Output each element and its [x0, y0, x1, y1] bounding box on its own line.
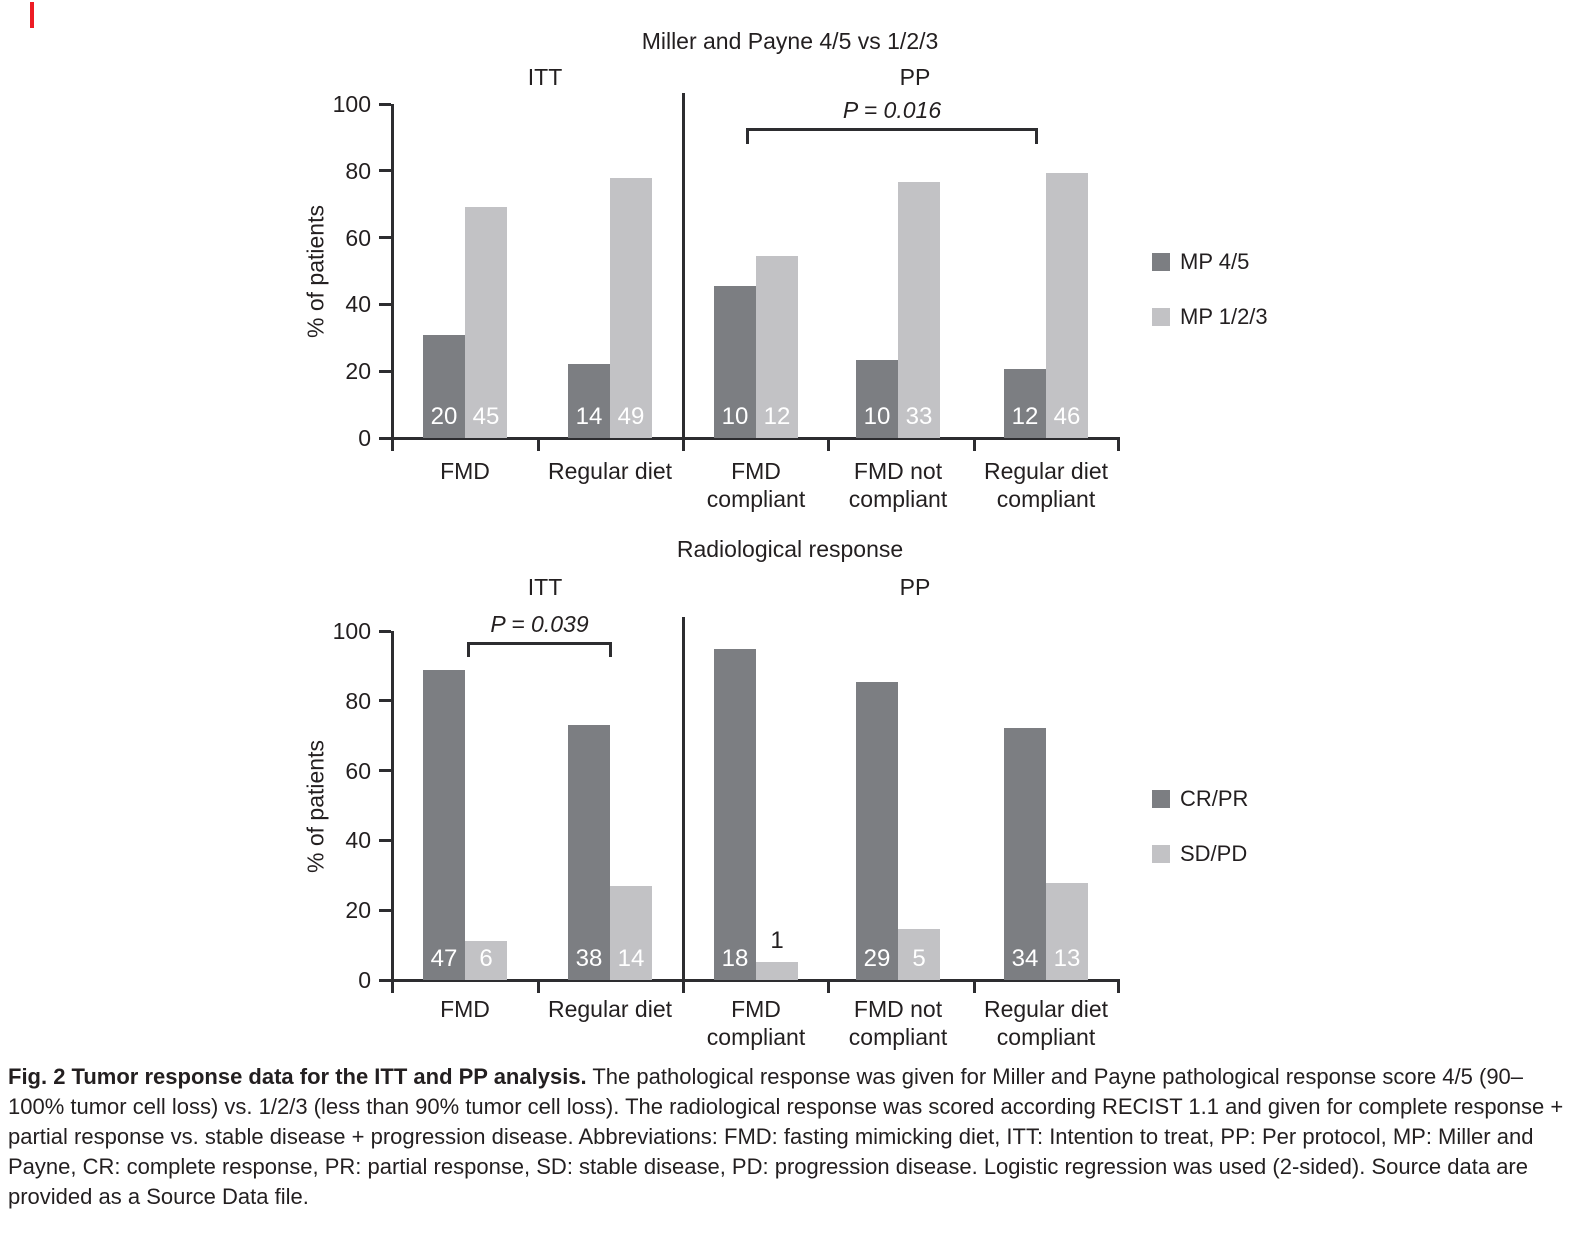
bar [1046, 173, 1088, 438]
y-axis-tick [379, 370, 391, 373]
y-axis-line [391, 631, 394, 993]
bar-count-label: 46 [1053, 403, 1081, 430]
y-tick-label: 60 [345, 224, 371, 251]
bar-count-label: 1 [770, 926, 784, 954]
bar [898, 182, 940, 438]
bar-count-label: 34 [1011, 945, 1039, 972]
caption-body: The pathological response was given for Miller and Payne pathological response score 4/5 (90–100% tumor cell loss) vs. 1/2/3 (less than 90% tumor cell loss). The radiological response was scored according RECIST 1.1 and given for complete response + partial response vs. stable disease + progression disease. Abbreviations: FMD: fasting mimicking diet, ITT: Intention to treat, PP: Per protocol, MP: Miller and Payne, CR: complete response, PR: partial response, SD: stable disease, PD: progression disease. Logistic regression was used (2-sided). Source data are provided as a Source Data file. [8, 1064, 1564, 1209]
legend-swatch-dark [1152, 790, 1170, 808]
y-tick-label: 100 [332, 91, 371, 117]
y-axis-tick [379, 699, 391, 702]
legend-swatch-light [1152, 308, 1170, 326]
panel-divider-line [682, 617, 685, 993]
bar-count-label: 14 [575, 403, 603, 430]
bar [568, 725, 610, 980]
bar-count-label: 13 [1053, 945, 1081, 972]
y-axis-tick [379, 769, 391, 772]
group-label: Regular diet [547, 458, 673, 484]
group-label: compliant [706, 486, 806, 512]
y-axis-tick [379, 909, 391, 912]
bar-count-label: 45 [472, 403, 500, 430]
x-axis-end-tick [1117, 980, 1120, 993]
bar-count-label: 18 [721, 945, 749, 972]
figure-caption [8, 1062, 1570, 1212]
y-axis-line [391, 104, 394, 451]
y-axis-tick [379, 103, 391, 106]
bar-count-label: 33 [905, 403, 933, 430]
panel-label-itt: ITT [527, 64, 563, 90]
group-label: Regular diet [983, 458, 1109, 484]
chart-title: Radiological response [676, 536, 904, 562]
panel-label-pp: PP [899, 64, 931, 90]
group-label: compliant [706, 1024, 806, 1050]
p-value-label: P = 0.039 [490, 611, 589, 637]
x-axis-tick [537, 438, 540, 451]
group-label: FMD [440, 996, 490, 1022]
bar-count-label: 12 [763, 403, 791, 430]
group-label: compliant [996, 486, 1096, 512]
y-axis-tick [379, 236, 391, 239]
p-bracket-top [467, 642, 612, 645]
caption-title: Fig. 2 Tumor response data for the ITT and PP analysis. [8, 1064, 587, 1089]
group-label: compliant [996, 1024, 1096, 1050]
y-axis-title: % of patients [302, 739, 329, 873]
y-axis-tick [379, 169, 391, 172]
x-axis-tick [973, 438, 976, 451]
p-bracket-right [1035, 128, 1038, 144]
legend-label: MP 4/5 [1180, 249, 1250, 274]
legend-label: CR/PR [1180, 786, 1249, 811]
bar-count-label: 49 [617, 403, 645, 430]
x-axis-tick [827, 438, 830, 451]
panel-label-pp: PP [899, 574, 931, 600]
legend-label: SD/PD [1180, 841, 1248, 866]
y-tick-label: 20 [345, 358, 371, 385]
y-tick-label: 80 [345, 687, 371, 714]
y-tick-label: 20 [345, 897, 371, 924]
y-axis-tick [379, 630, 391, 633]
x-axis-tick [537, 980, 540, 993]
p-bracket-top [746, 128, 1038, 131]
y-axis-tick [379, 839, 391, 842]
legend-swatch-dark [1152, 253, 1170, 271]
bar-count-label: 14 [617, 945, 645, 972]
y-axis-tick [379, 979, 391, 982]
y-tick-label: 0 [358, 967, 371, 993]
chart-title: Miller and Payne 4/5 vs 1/2/3 [641, 28, 939, 54]
x-axis-end-tick [1117, 438, 1120, 451]
p-bracket-left [467, 642, 470, 657]
group-label: compliant [848, 486, 948, 512]
group-label: Regular diet [983, 996, 1109, 1022]
y-axis-tick [379, 303, 391, 306]
bar [856, 682, 898, 980]
bar [423, 670, 465, 980]
x-axis-tick [827, 980, 830, 993]
p-bracket-right [609, 642, 612, 657]
bar-count-label: 47 [430, 945, 458, 972]
p-bracket-left [746, 128, 749, 144]
bar-count-label: 38 [575, 945, 603, 972]
group-label: Regular diet [547, 996, 673, 1022]
group-label: FMD [440, 458, 490, 484]
y-axis-tick [379, 437, 391, 440]
x-axis-tick [973, 980, 976, 993]
y-axis-title: % of patients [302, 205, 329, 338]
panel-divider-line [682, 93, 685, 451]
bar-count-label: 6 [479, 945, 493, 972]
group-label: FMD not [853, 458, 943, 484]
bar-count-label: 12 [1011, 403, 1039, 430]
legend-swatch-light [1152, 845, 1170, 863]
bar [756, 962, 798, 980]
bar [610, 178, 652, 438]
y-tick-label: 0 [358, 425, 371, 451]
y-tick-label: 40 [345, 291, 371, 318]
bar-count-label: 29 [863, 945, 891, 972]
bar [714, 649, 756, 980]
bar [1004, 728, 1046, 980]
bar-count-label: 20 [430, 403, 458, 430]
group-label: compliant [848, 1024, 948, 1050]
y-tick-label: 80 [345, 157, 371, 184]
red-artifact-mark [30, 2, 34, 28]
group-label: FMD not [853, 996, 943, 1022]
bar-count-label: 10 [721, 403, 749, 430]
panel-label-itt: ITT [527, 574, 563, 600]
y-tick-label: 40 [345, 827, 371, 854]
group-label: FMD [731, 996, 781, 1022]
y-tick-label: 100 [332, 618, 371, 644]
bar-count-label: 5 [912, 945, 926, 972]
legend-label: MP 1/2/3 [1180, 304, 1268, 329]
group-label: FMD [731, 458, 781, 484]
p-value-label: P = 0.016 [842, 97, 942, 123]
bar-count-label: 10 [863, 403, 891, 430]
y-tick-label: 60 [345, 757, 371, 784]
